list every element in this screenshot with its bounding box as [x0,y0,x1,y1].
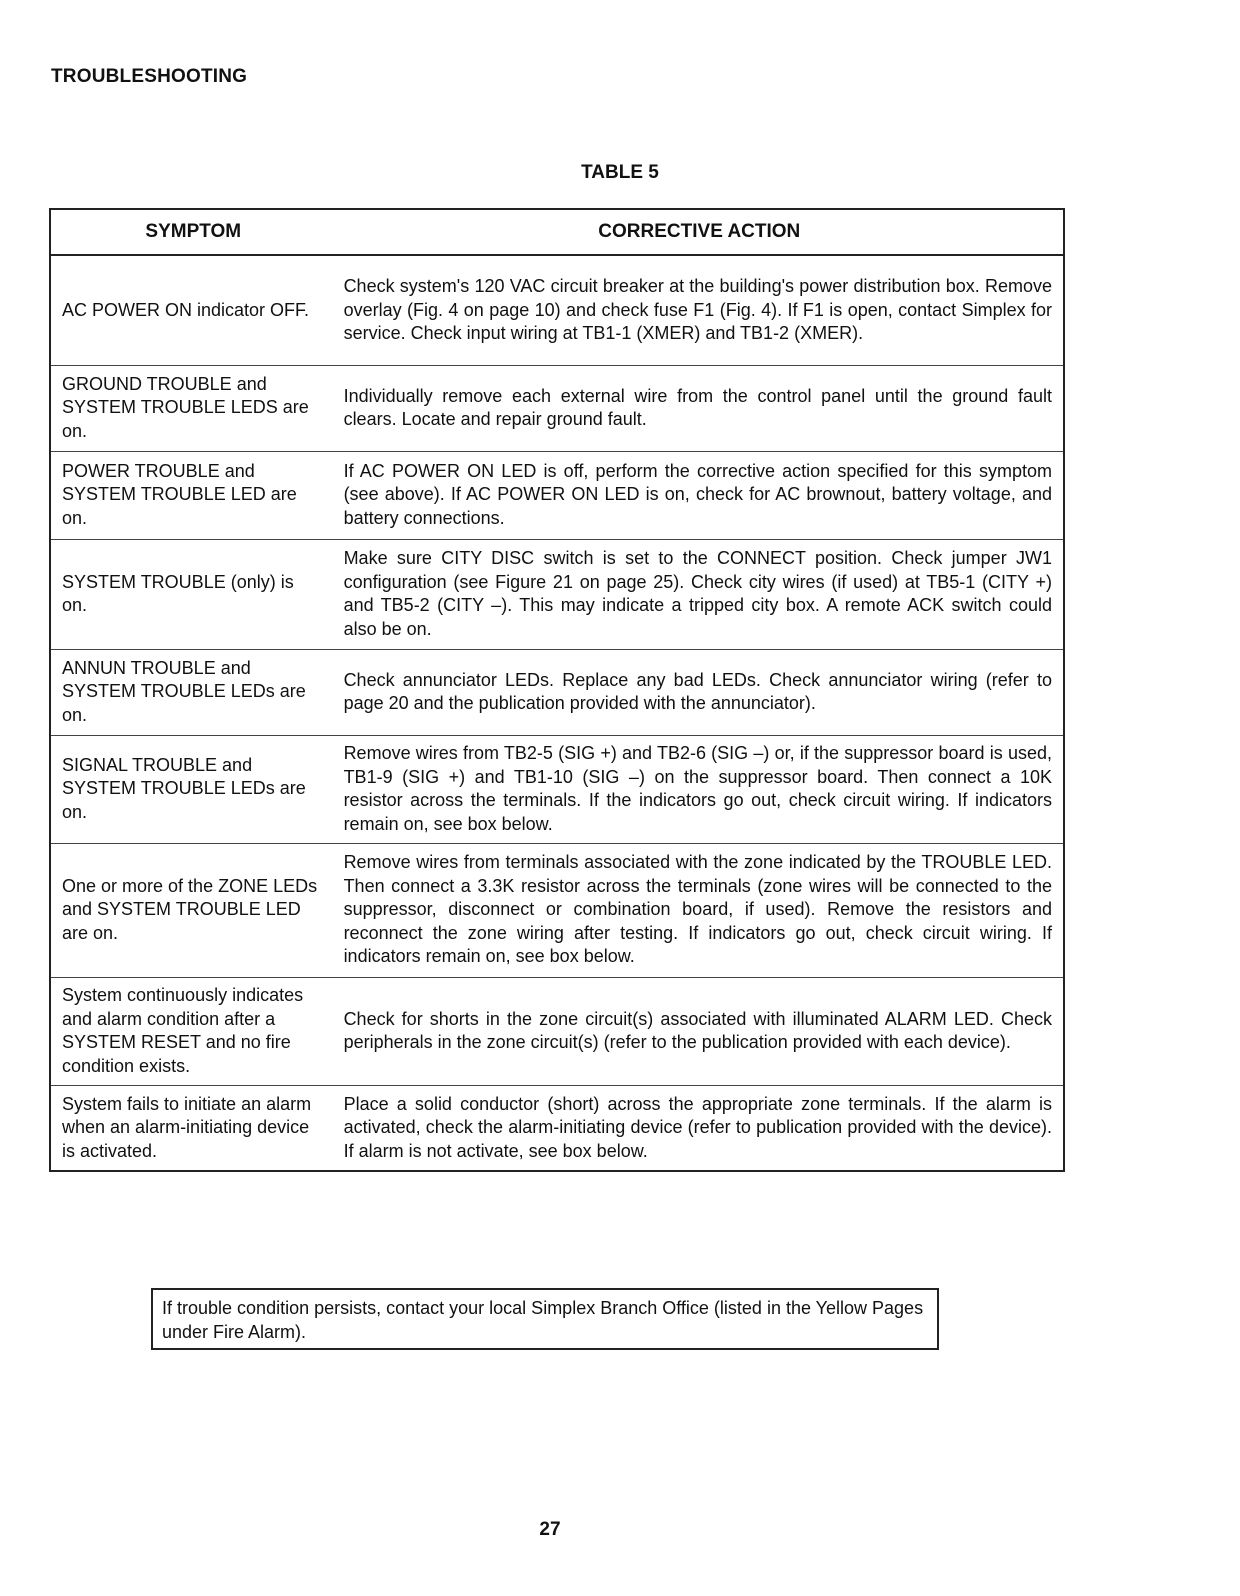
table-row [50,451,1064,539]
corrective-action-cell: Place a solid conductor (short) across the appropriate zone terminals. If the alarm is activated, check the alarm-initiating device (refer to publication provided with the device). If alarm is not activate, see box below. [336,1085,1064,1171]
table-row [50,1085,1064,1171]
table-row [50,843,1064,977]
page-number: 27 [539,1519,561,1540]
section-heading: TROUBLESHOOTING [51,66,248,87]
corrective-action-cell: Check system's 120 VAC circuit breaker at the building's power distribution box. Remove overlay (Fig. 4 on page 10) and check fuse F1 (Fig. 4). If F1 is open, contact Simplex for service. Check input wiring at TB1-1 (XMER) and TB1-2 (XMER). [343,276,1052,343]
table-row [50,255,1064,365]
symptom-cell: ANNUN TROUBLE and SYSTEM TROUBLE LEDs are on. [50,649,336,735]
corrective-action-cell: Individually remove each external wire from the control panel until the ground fault clears. Locate and repair ground fault. [336,365,1064,451]
corrective-action-cell: Remove wires from terminals associated with the zone indicated by the TROUBLE LED. Then connect a 3.3K resistor across the terminals (zone wires will be connected to the suppressor, disconnect or combination board, if used). Remove the resistors and reconnect the zone wiring after testing. If indicators go out, check circuit wiring. If indicators remain on, see box below. [336,843,1064,977]
symptom-cell: One or more of the ZONE LEDs and SYSTEM TROUBLE LED are on. [50,843,336,977]
symptom-cell: SIGNAL TROUBLE and SYSTEM TROUBLE LEDs are on. [50,735,336,843]
corrective-action-column-header: CORRECTIVE ACTION [336,209,1064,255]
corrective-action-cell: If AC POWER ON LED is off, perform the corrective action specified for this symptom (see above). If AC POWER ON LED is on, check for AC brownout, battery voltage, and battery connections. [336,451,1064,539]
symptom-cell: SYSTEM TROUBLE (only) is on. [50,539,336,649]
table-row [50,735,1064,843]
corrective-action-cell: Remove wires from TB2-5 (SIG +) and TB2-6 (SIG –) or, if the suppressor board is used, TB1-9 (SIG +) and TB1-10 (SIG –) on the suppressor board. Then connect a 10K resistor across the terminals. If the indicators go out, check circuit wiring. If indicators remain on, see box below. [336,735,1064,843]
symptom-cell: POWER TROUBLE and SYSTEM TROUBLE LED are on. [50,451,336,539]
troubleshooting-table [49,208,1065,1172]
table-title: TABLE 5 [581,162,659,183]
symptom-cell: System continuously indicates and alarm condition after a SYSTEM RESET and no fire condition exists. [50,977,336,1085]
corrective-action-cell: Check annunciator LEDs. Replace any bad LEDs. Check annunciator wiring (refer to page 20 and the publication provided with the annunciator). [336,649,1064,735]
symptom-cell: GROUND TROUBLE and SYSTEM TROUBLE LEDS are on. [50,365,336,451]
table-header-row [50,209,1064,255]
symptom-cell: System fails to initiate an alarm when an alarm-initiating device is activated. [50,1085,336,1171]
table-row [50,539,1064,649]
table-row [50,977,1064,1085]
contact-note-box: If trouble condition persists, contact your local Simplex Branch Office (listed in the Yellow Pages under Fire Alarm). [151,1288,939,1350]
corrective-action-cell: Check for shorts in the zone circuit(s) associated with illuminated ALARM LED. Check peripherals in the zone circuit(s) (refer to the publication provided with each device). [336,977,1064,1085]
symptom-column-header: SYMPTOM [50,209,336,255]
table-row [50,365,1064,451]
table-row [50,649,1064,735]
corrective-action-cell: Make sure CITY DISC switch is set to the CONNECT position. Check jumper JW1 configuration (see Figure 21 on page 25). Check city wires (if used) at TB5-1 (CITY +) and TB5-2 (CITY –). This may indicate a tripped city box. A remote ACK switch could also be on. [336,539,1064,649]
symptom-cell: AC POWER ON indicator OFF. [62,299,310,320]
